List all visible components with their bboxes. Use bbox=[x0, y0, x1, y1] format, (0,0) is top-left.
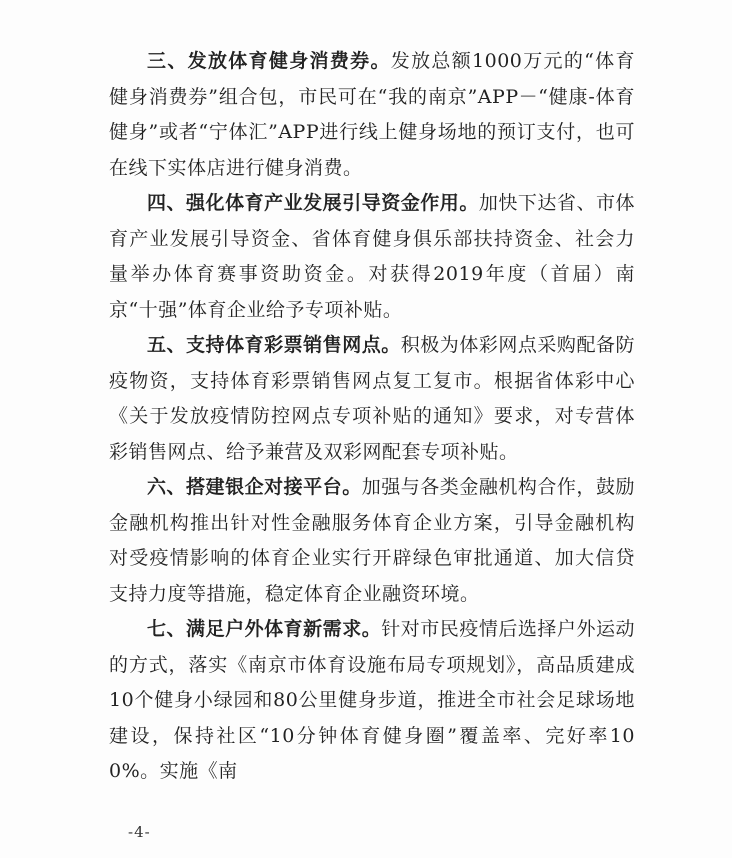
section-6-paragraph bbox=[109, 470, 635, 612]
section-6-body: 加强与各类金融机构合作，鼓励金融机构推出针对性金融服务体育企业方案，引导金融机构对受疫情影响的体育企业实行开辟绿色审批通道、加大信贷支持力度等措施，稳定体育企业融资环境。 bbox=[109, 476, 635, 605]
document-body bbox=[109, 44, 635, 790]
section-7-paragraph bbox=[109, 612, 635, 790]
section-3-paragraph bbox=[109, 44, 635, 186]
section-3-heading: 三、发放体育健身消费券。 bbox=[147, 50, 391, 72]
section-4-heading: 四、强化体育产业发展引导资金作用。 bbox=[147, 192, 479, 214]
section-5-body: 积极为体彩网点采购配备防疫物资，支持体育彩票销售网点复工复市。根据省体彩中心《关于发放疫情防控网点专项补贴的通知》要求，对专营体彩销售网点、给予兼营及双彩网配套专项补贴。 bbox=[109, 334, 635, 463]
section-7-body: 针对市民疫情后选择户外运动的方式，落实《南京市体育设施布局专项规划》，高品质建成10个健身小绿园和80公里健身步道，推进全市社会足球场地建设，保持社区“10分钟体育健身圈”覆盖率、完好率100%。实施《南 bbox=[109, 618, 635, 782]
section-7-heading: 七、满足户外体育新需求。 bbox=[147, 618, 382, 640]
section-4-body: 加快下达省、市体育产业发展引导资金、省体育健身俱乐部扶持资金、社会力量举办体育赛事资助资金。对获得2019年度（首届）南京“十强”体育企业给予专项补贴。 bbox=[109, 192, 635, 321]
section-3-body: 发放总额1000万元的“体育健身消费券”组合包，市民可在“我的南京”APP－“健康-体育健身”或者“宁体汇”APP进行线上健身场地的预订支付，也可在线下实体店进行健身消费。 bbox=[109, 50, 635, 179]
section-6-heading: 六、搭建银企对接平台。 bbox=[147, 476, 362, 498]
section-4-paragraph bbox=[109, 186, 635, 328]
section-5-heading: 五、支持体育彩票销售网点。 bbox=[147, 334, 401, 356]
section-5-paragraph bbox=[109, 328, 635, 470]
page-number: -4- bbox=[128, 823, 151, 841]
